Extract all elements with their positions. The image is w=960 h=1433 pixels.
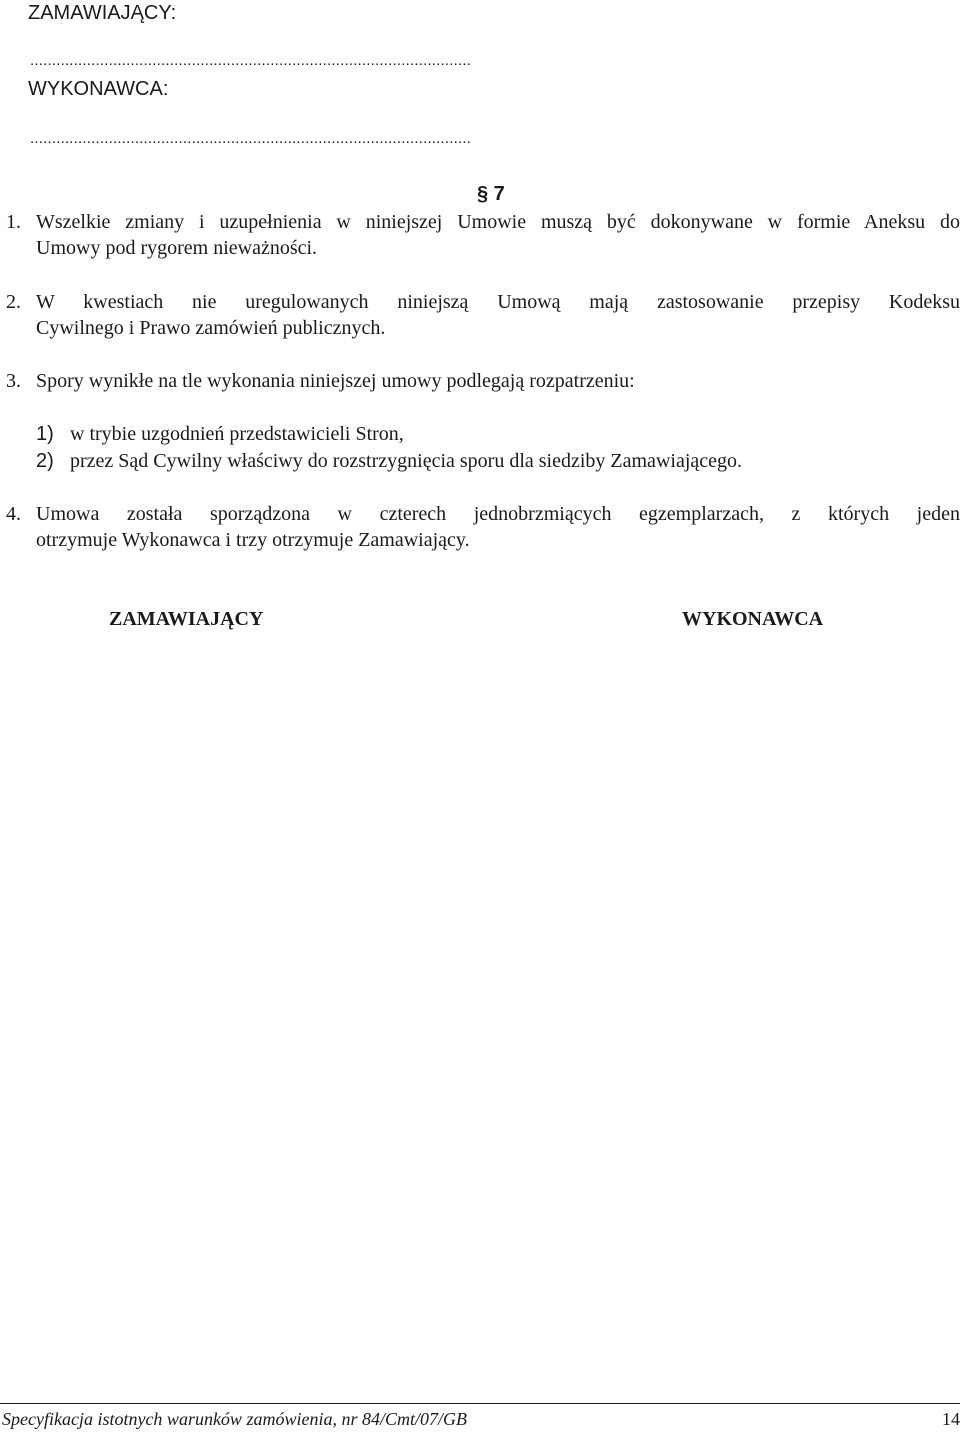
item-4-line-1: Umowa została sporządzona w czterech jednobrzmiących egzemplarzach, z których jeden <box>36 503 960 525</box>
wykonawca-label: WYKONAWCA: <box>28 78 169 100</box>
item-2-line-2: Cywilnego i Prawo zamówień publicznych. <box>36 317 386 339</box>
item-2-number: 2. <box>6 291 21 313</box>
item-3-subitem-1-number: 1) <box>36 423 54 445</box>
zamawiajacy-signature-line: ..................................................................................................... <box>30 52 472 69</box>
item-3-number: 3. <box>6 370 21 392</box>
footer-page-number: 14 <box>942 1409 960 1429</box>
item-1-line-2: Umowy pod rygorem nieważności. <box>36 237 318 259</box>
item-1-number: 1. <box>6 211 21 233</box>
wykonawca-signature-line: ..................................................................................................... <box>30 130 472 147</box>
signature-zamawiajacy: ZAMAWIAJĄCY <box>109 608 264 630</box>
footer-title: Specyfikacja istotnych warunków zamówienia, nr 84/Cmt/07/GB <box>2 1409 467 1429</box>
item-4-line-2: otrzymuje Wykonawca i trzy otrzymuje Zamawiający. <box>36 529 470 551</box>
item-3-line-1: Spory wynikłe na tle wykonania niniejszej umowy podlegają rozpatrzeniu: <box>36 370 635 392</box>
item-3-subitem-2-number: 2) <box>36 450 54 472</box>
item-3-subitem-2-text: przez Sąd Cywilny właściwy do rozstrzygnięcia sporu dla siedziby Zamawiającego. <box>70 450 743 472</box>
footer-divider <box>0 1403 960 1404</box>
signature-wykonawca: WYKONAWCA <box>682 608 824 630</box>
zamawiajacy-label: ZAMAWIAJĄCY: <box>28 2 177 24</box>
item-4-number: 4. <box>6 503 21 525</box>
item-2-line-1: W kwestiach nie uregulowanych niniejszą Umową mają zastosowanie przepisy Kodeksu <box>36 291 960 313</box>
item-1-line-1: Wszelkie zmiany i uzupełnienia w niniejszej Umowie muszą być dokonywane w formie Aneksu do <box>36 211 960 233</box>
item-3-subitem-1-text: w trybie uzgodnień przedstawicieli Stron, <box>70 423 404 445</box>
section-heading: § 7 <box>477 183 505 205</box>
